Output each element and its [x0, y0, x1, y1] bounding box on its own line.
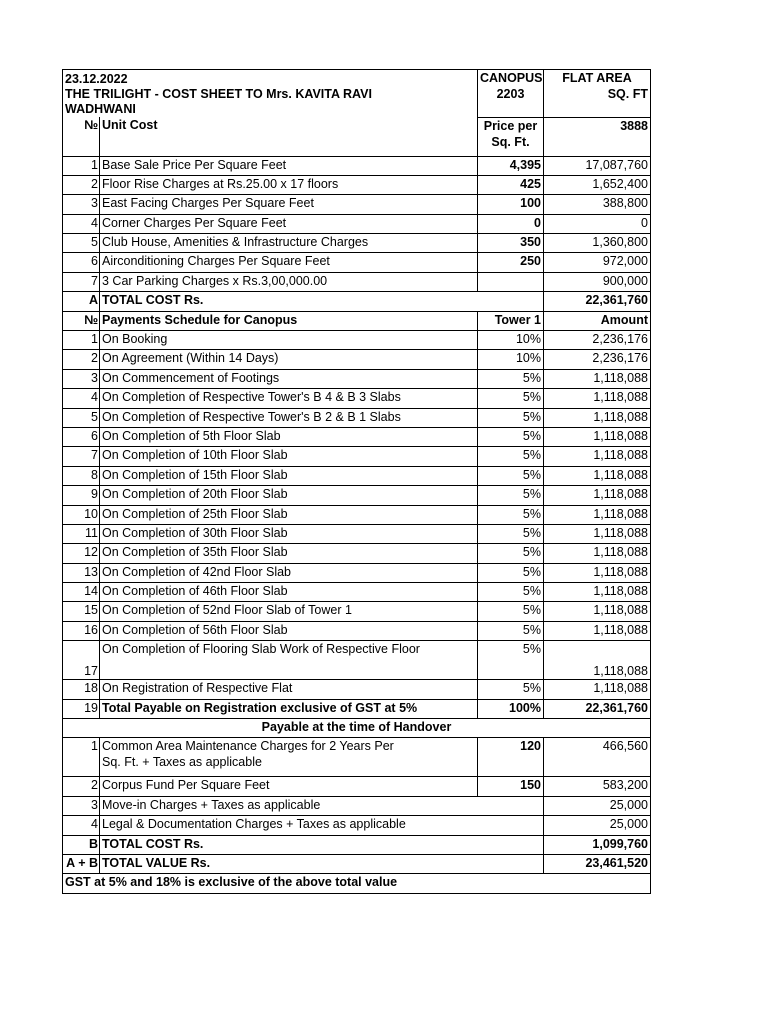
flat-area-cell — [544, 70, 651, 118]
row-amount: 0 — [544, 214, 651, 233]
unit-cost-row — [63, 156, 651, 175]
row-percentage: 5% — [478, 524, 544, 543]
row-description: Corner Charges Per Square Feet — [100, 214, 478, 233]
row-number: 2 — [63, 350, 100, 369]
row-rate: 100 — [478, 195, 544, 214]
row-rate — [478, 272, 544, 291]
row-number: 12 — [63, 544, 100, 563]
row-description: On Completion of 5th Floor Slab — [100, 427, 478, 446]
row-description: On Completion of Respective Tower's B 2 & B 1 Slabs — [100, 408, 478, 427]
payment-row — [63, 583, 651, 602]
flat-area-label: FLAT AREA — [562, 71, 632, 85]
sheet-title-cell — [63, 70, 478, 118]
unit-cost-row — [63, 175, 651, 194]
payment-row — [63, 331, 651, 350]
row-description: On Completion of 56th Floor Slab — [100, 621, 478, 640]
price-per-sqft-header — [478, 117, 544, 156]
row-amount: 2,236,176 — [544, 331, 651, 350]
row-amount: 1,118,088 — [544, 408, 651, 427]
handover-row — [63, 796, 651, 815]
payment-row — [63, 427, 651, 446]
row-number: 13 — [63, 563, 100, 582]
row-amount: 1,118,088 — [544, 621, 651, 640]
row-number: 2 — [63, 175, 100, 194]
row-description: On Completion of 30th Floor Slab — [100, 524, 478, 543]
row-description: On Completion of Flooring Slab Work of Respective Floor — [100, 641, 478, 680]
row-description: On Completion of 15th Floor Slab — [100, 466, 478, 485]
tower-column-header: Tower 1 — [478, 311, 544, 330]
payment-row-17 — [63, 641, 651, 680]
row-percentage: 5% — [478, 466, 544, 485]
row-number: 9 — [63, 486, 100, 505]
row-number: 3 — [63, 195, 100, 214]
row-amount: 1,118,088 — [544, 466, 651, 485]
row-description: Total Payable on Registration exclusive of GST at 5% — [100, 699, 478, 718]
row-percentage: 5% — [478, 505, 544, 524]
row-amount: 900,000 — [544, 272, 651, 291]
row-amount: 1,118,088 — [544, 680, 651, 699]
row-number: 15 — [63, 602, 100, 621]
row-percentage: 5% — [478, 369, 544, 388]
row-number: 1 — [63, 738, 100, 777]
row-amount: 25,000 — [544, 796, 651, 815]
row-rate: 350 — [478, 234, 544, 253]
payment-total-row — [63, 699, 651, 718]
cost-sheet-table — [62, 69, 651, 894]
unit-cost-label: Unit Cost — [100, 117, 478, 156]
row-description: On Agreement (Within 14 Days) — [100, 350, 478, 369]
payment-row — [63, 524, 651, 543]
row-amount: 1,652,400 — [544, 175, 651, 194]
total-b-marker: B — [63, 835, 100, 854]
row-percentage: 5% — [478, 486, 544, 505]
total-b-amount: 1,099,760 — [544, 835, 651, 854]
payment-header-row — [63, 311, 651, 330]
row-percentage: 5% — [478, 621, 544, 640]
row-number: 1 — [63, 331, 100, 350]
gst-note: GST at 5% and 18% is exclusive of the above total value — [63, 874, 651, 893]
row-percentage: 5% — [478, 389, 544, 408]
description-line-1: Common Area Maintenance Charges for 2 Years Per — [102, 739, 394, 754]
row-amount: 1,118,088 — [544, 563, 651, 582]
payment-row — [63, 602, 651, 621]
row-number: 6 — [63, 253, 100, 272]
cost-sheet — [62, 69, 650, 894]
row-rate: 250 — [478, 253, 544, 272]
row-amount: 1,118,088 — [544, 447, 651, 466]
total-ab-label: TOTAL VALUE Rs. — [100, 855, 544, 874]
row-description: Legal & Documentation Charges + Taxes as applicable — [100, 816, 544, 835]
row-number: 19 — [63, 699, 100, 718]
payment-row — [63, 408, 651, 427]
row-number: 7 — [63, 447, 100, 466]
footer-row — [63, 874, 651, 893]
row-percentage: 100% — [478, 699, 544, 718]
total-a-amount: 22,361,760 — [544, 292, 651, 311]
handover-row — [63, 777, 651, 796]
row-number: 11 — [63, 524, 100, 543]
row-amount: 1,118,088 — [544, 524, 651, 543]
no-symbol: № — [63, 117, 100, 156]
total-a-marker: A — [63, 292, 100, 311]
row-amount: 1,118,088 — [544, 602, 651, 621]
payment-row — [63, 466, 651, 485]
sheet-title: THE TRILIGHT - COST SHEET TO Mrs. KAVITA RAVI WADHWANI — [65, 87, 372, 116]
row-number: 7 — [63, 272, 100, 291]
row-amount: 583,200 — [544, 777, 651, 796]
row-percentage: 10% — [478, 350, 544, 369]
row-description: Floor Rise Charges at Rs.25.00 x 17 floors — [100, 175, 478, 194]
row-percentage: 5% — [478, 641, 544, 680]
row-description: 3 Car Parking Charges x Rs.3,00,000.00 — [100, 272, 478, 291]
row-description: On Registration of Respective Flat — [100, 680, 478, 699]
amount-column-header: Amount — [544, 311, 651, 330]
payment-row — [63, 544, 651, 563]
flat-area-value: 3888 — [544, 117, 651, 156]
row-percentage: 5% — [478, 602, 544, 621]
row-percentage: 5% — [478, 680, 544, 699]
unit-cost-row — [63, 195, 651, 214]
row-description: Base Sale Price Per Square Feet — [100, 156, 478, 175]
unit-cost-header-row — [63, 117, 651, 156]
row-percentage: 5% — [478, 544, 544, 563]
row-percentage: 5% — [478, 583, 544, 602]
row-description: On Completion of 46th Floor Slab — [100, 583, 478, 602]
row-description: Club House, Amenities & Infrastructure Charges — [100, 234, 478, 253]
payment-row — [63, 389, 651, 408]
row-amount: 1,118,088 — [544, 486, 651, 505]
row-amount: 17,087,760 — [544, 156, 651, 175]
project-cell — [478, 70, 544, 118]
row-number: 10 — [63, 505, 100, 524]
payment-row — [63, 563, 651, 582]
row-number: 8 — [63, 466, 100, 485]
total-ab-amount: 23,461,520 — [544, 855, 651, 874]
payment-schedule-title: Payments Schedule for Canopus — [100, 311, 478, 330]
price-label-line1: Price per — [483, 118, 538, 133]
row-description: On Completion of 10th Floor Slab — [100, 447, 478, 466]
unit-cost-row — [63, 253, 651, 272]
row-amount: 1,118,088 — [544, 369, 651, 388]
row-number: 17 — [63, 641, 100, 680]
row-amount: 388,800 — [544, 195, 651, 214]
row-percentage: 5% — [478, 563, 544, 582]
row-amount: 1,360,800 — [544, 234, 651, 253]
row-description: On Commencement of Footings — [100, 369, 478, 388]
row-number: 3 — [63, 796, 100, 815]
payment-row — [63, 350, 651, 369]
row-rate: 150 — [478, 777, 544, 796]
unit-cost-row — [63, 272, 651, 291]
row-amount: 1,118,088 — [544, 505, 651, 524]
row-number: 16 — [63, 621, 100, 640]
row-description: On Booking — [100, 331, 478, 350]
total-a-row — [63, 292, 651, 311]
row-rate: 425 — [478, 175, 544, 194]
total-b-label: TOTAL COST Rs. — [100, 835, 544, 854]
handover-row-1 — [63, 738, 651, 777]
handover-row — [63, 816, 651, 835]
row-rate: 0 — [478, 214, 544, 233]
row-number: 2 — [63, 777, 100, 796]
row-number: 3 — [63, 369, 100, 388]
row-amount: 1,118,088 — [544, 641, 651, 680]
total-ab-marker: A + B — [63, 855, 100, 874]
row-amount: 1,118,088 — [544, 427, 651, 446]
row-description: Corpus Fund Per Square Feet — [100, 777, 478, 796]
price-label-line2: Sq. Ft. — [491, 134, 530, 149]
payment-row — [63, 505, 651, 524]
row-percentage: 5% — [478, 447, 544, 466]
row-percentage: 5% — [478, 408, 544, 427]
row-rate: 120 — [478, 738, 544, 777]
row-number: 5 — [63, 234, 100, 253]
row-amount: 25,000 — [544, 816, 651, 835]
row-amount: 466,560 — [544, 738, 651, 777]
payment-no-symbol: № — [63, 311, 100, 330]
flat-area-unit: SQ. FT — [607, 87, 648, 101]
total-b-row — [63, 835, 651, 854]
row-description: East Facing Charges Per Square Feet — [100, 195, 478, 214]
description-line-2: Sq. Ft. + Taxes as applicable — [102, 755, 262, 770]
row-amount: 1,118,088 — [544, 544, 651, 563]
handover-title: Payable at the time of Handover — [63, 719, 651, 738]
row-number: 18 — [63, 680, 100, 699]
row-description: Move-in Charges + Taxes as applicable — [100, 796, 544, 815]
payment-row — [63, 369, 651, 388]
payment-row — [63, 621, 651, 640]
row-number: 4 — [63, 214, 100, 233]
row-description: On Completion of 20th Floor Slab — [100, 486, 478, 505]
unit-cost-row — [63, 214, 651, 233]
total-a-label: TOTAL COST Rs. — [100, 292, 544, 311]
row-number: 4 — [63, 389, 100, 408]
total-ab-row — [63, 855, 651, 874]
row-number: 6 — [63, 427, 100, 446]
header-row — [63, 70, 651, 118]
row-percentage: 10% — [478, 331, 544, 350]
row-description: Airconditioning Charges Per Square Feet — [100, 253, 478, 272]
unit-number: 2203 — [496, 87, 525, 101]
row-rate: 4,395 — [478, 156, 544, 175]
row-description: On Completion of 42nd Floor Slab — [100, 563, 478, 582]
row-percentage: 5% — [478, 427, 544, 446]
unit-cost-row — [63, 234, 651, 253]
handover-title-row — [63, 719, 651, 738]
sheet-date: 23.12.2022 — [65, 72, 128, 86]
row-description: On Completion of 35th Floor Slab — [100, 544, 478, 563]
row-number: 4 — [63, 816, 100, 835]
row-number: 5 — [63, 408, 100, 427]
row-description: On Completion of Respective Tower's B 4 & B 3 Slabs — [100, 389, 478, 408]
payment-row-18 — [63, 680, 651, 699]
row-description: On Completion of 52nd Floor Slab of Tower 1 — [100, 602, 478, 621]
row-amount: 1,118,088 — [544, 583, 651, 602]
row-number: 14 — [63, 583, 100, 602]
row-description — [100, 738, 478, 777]
project-name: CANOPUS — [480, 71, 543, 85]
payment-row — [63, 447, 651, 466]
row-number: 1 — [63, 156, 100, 175]
row-amount: 1,118,088 — [544, 389, 651, 408]
payment-row — [63, 486, 651, 505]
row-description: On Completion of 25th Floor Slab — [100, 505, 478, 524]
row-amount: 972,000 — [544, 253, 651, 272]
row-amount: 2,236,176 — [544, 350, 651, 369]
row-amount: 22,361,760 — [544, 699, 651, 718]
